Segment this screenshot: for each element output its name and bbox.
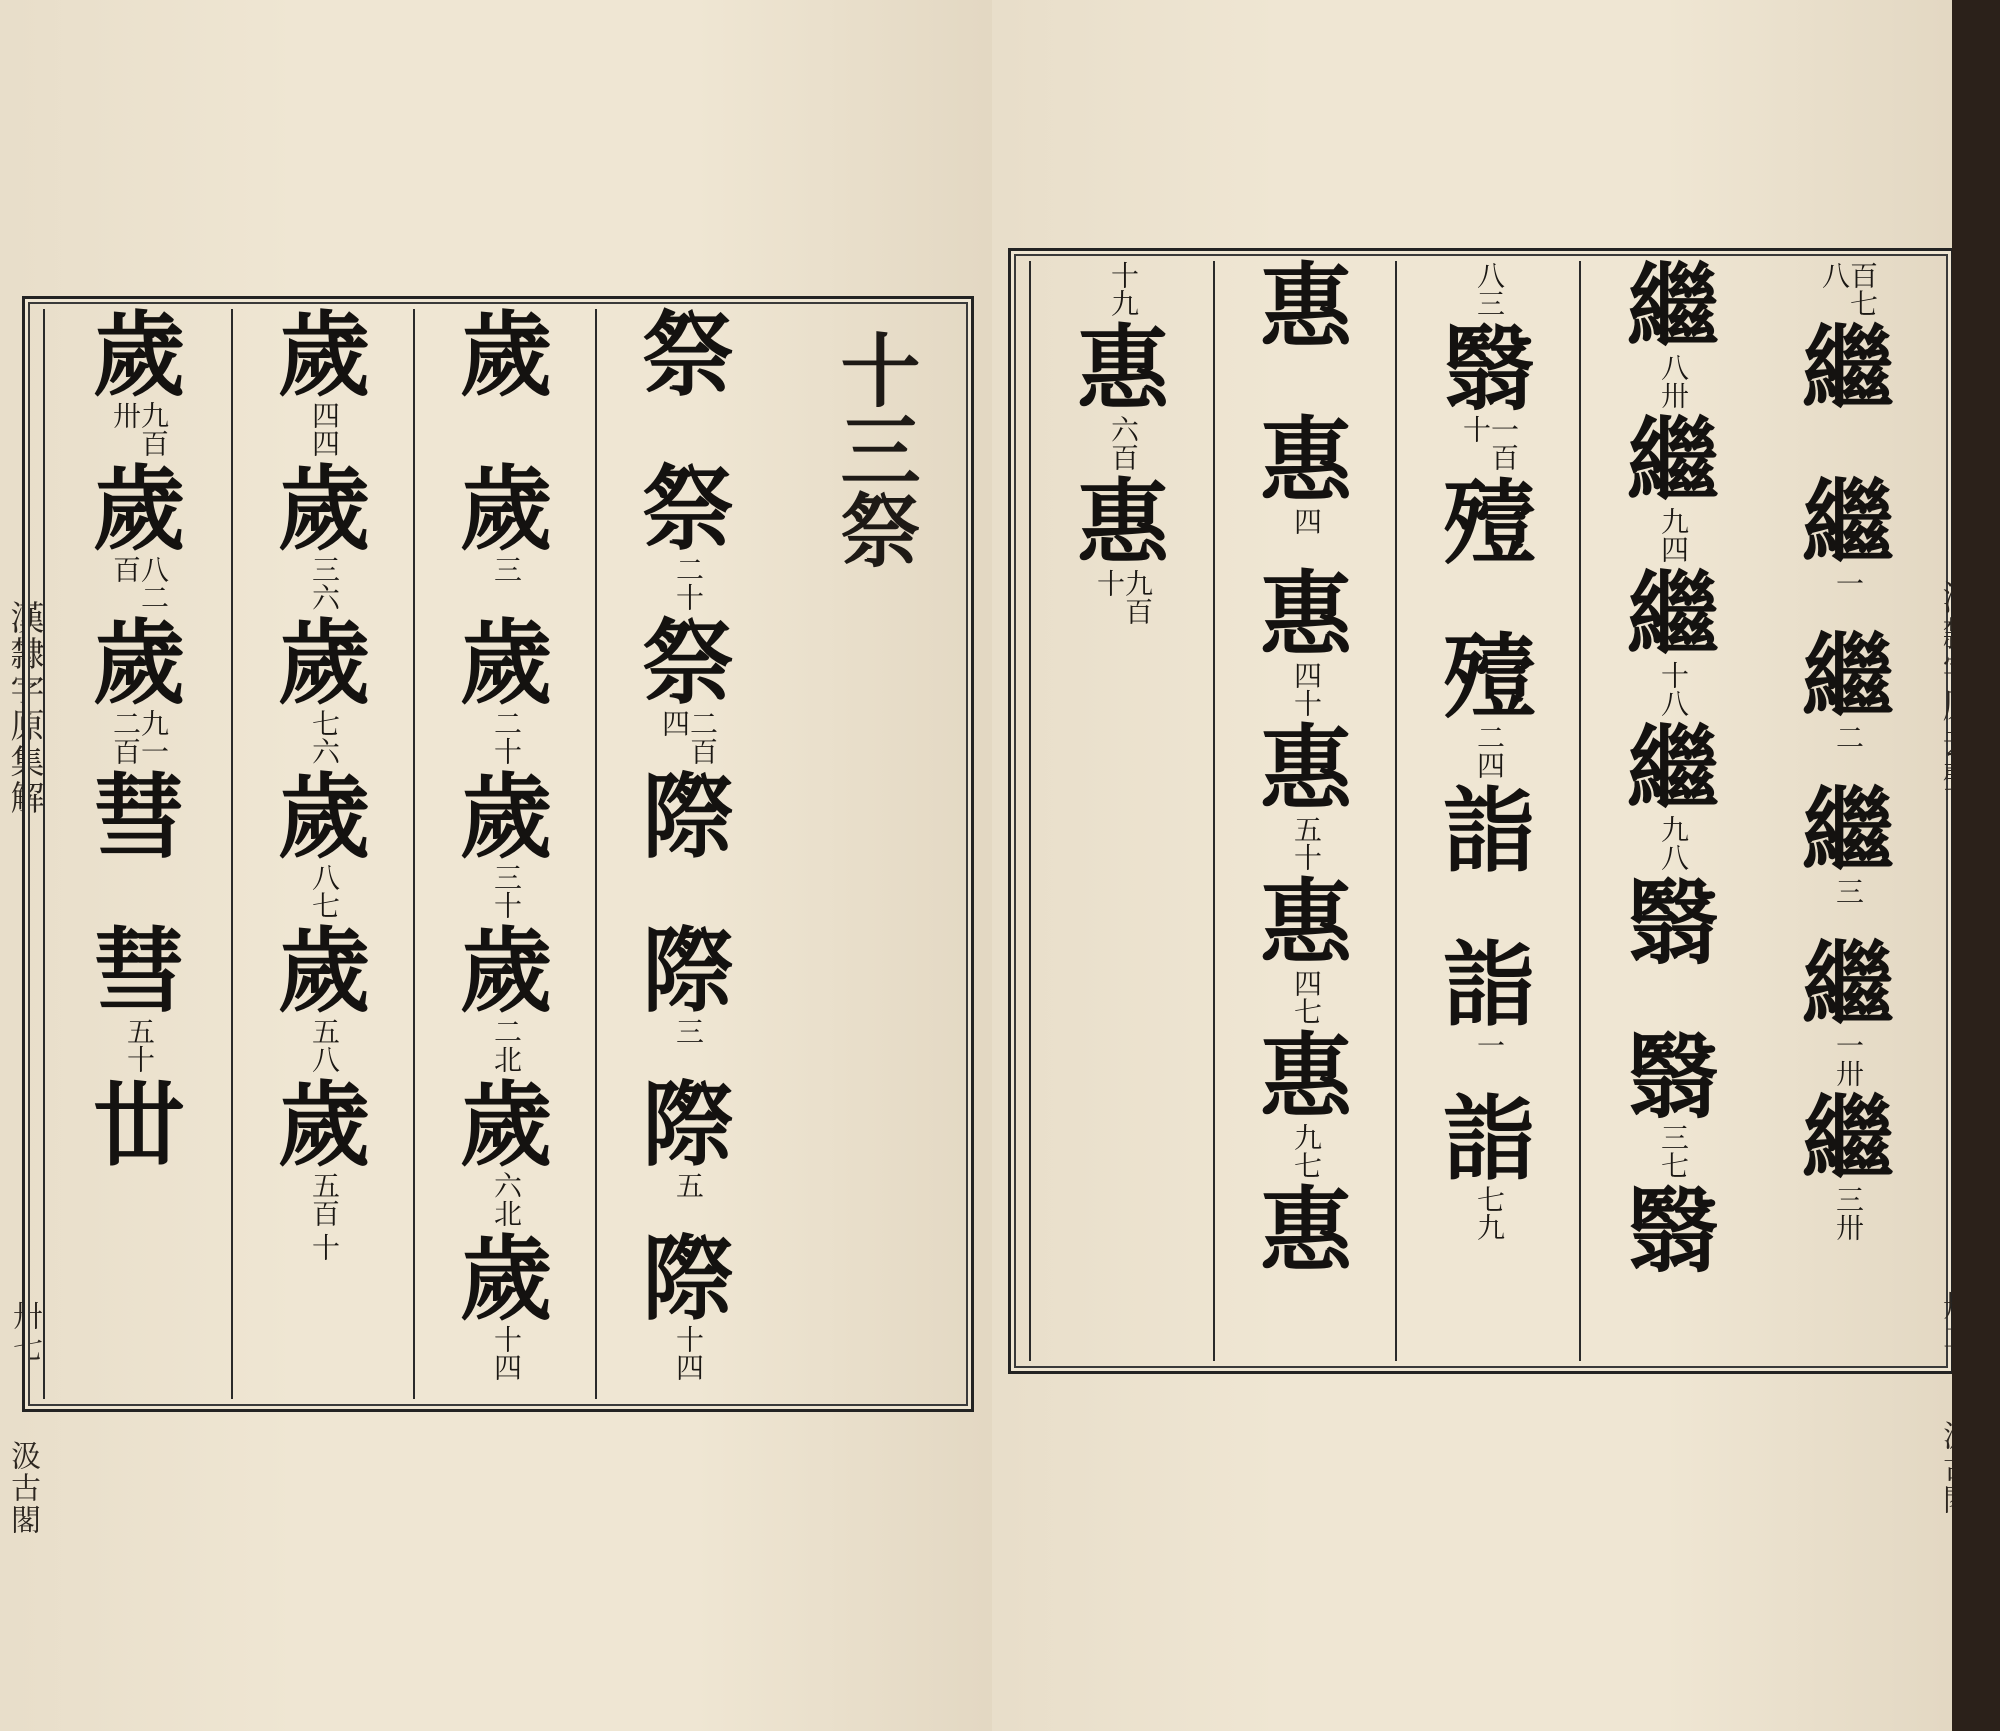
glyph: 歲 (459, 609, 552, 717)
glyph-note: 三七 (1656, 1123, 1690, 1179)
glyph: 惠 (1259, 407, 1352, 515)
glyph-note: 十四 (489, 1325, 523, 1381)
glyph: 歲 (92, 455, 185, 563)
right-col-3 (1395, 261, 1581, 1361)
glyph-entry (1801, 777, 1894, 939)
glyph-note: 十四 (671, 1325, 705, 1381)
glyph-entry (1259, 253, 1352, 415)
glyph-entry (1076, 469, 1169, 631)
glyph-entry (1259, 1023, 1352, 1185)
glyph: 惠 (1259, 1177, 1352, 1285)
glyph-note: 百七八 (1818, 261, 1879, 317)
glyph: 祭 (641, 301, 734, 409)
glyph: 惠 (1259, 253, 1352, 361)
glyph: 彗 (92, 917, 185, 1025)
glyph-note: 八七 (307, 863, 341, 919)
glyph: 繼 (1801, 777, 1894, 885)
glyph-note: 六百 (1106, 415, 1140, 471)
left-margin-publisher: 汲古閣 (5, 1440, 40, 1536)
glyph-note: 十九 (1107, 261, 1140, 317)
glyph-note: 二 (1831, 723, 1865, 751)
glyph-entry (1801, 315, 1894, 477)
glyph-entry (1442, 777, 1535, 939)
glyph-note: 十八 (1656, 661, 1690, 717)
glyph-entry (277, 917, 370, 1079)
glyph-entry (1626, 1177, 1719, 1339)
glyph-entry (459, 763, 552, 925)
glyph-note: 五十 (122, 1017, 156, 1073)
glyph: 繼 (1626, 715, 1719, 823)
glyph-entry (1259, 869, 1352, 1031)
left-page (0, 0, 994, 1731)
glyph-note: 四七 (1289, 969, 1323, 1025)
glyph-note: 七六 (307, 709, 341, 765)
left-margin-title: 漢隸字原集解 (4, 600, 44, 816)
glyph: 歲 (92, 609, 185, 717)
glyph-entry (459, 1225, 552, 1387)
glyph: 繼 (1626, 561, 1719, 669)
glyph-note: 九百卅 (108, 401, 170, 457)
glyph-entry (1259, 561, 1352, 723)
glyph-entry (1259, 1177, 1352, 1339)
glyph: 繼 (1801, 931, 1894, 1039)
glyph: 歲 (277, 609, 370, 717)
glyph-entry (1801, 623, 1894, 785)
glyph-entry (1473, 261, 1506, 323)
glyph-note: 五十 (1289, 815, 1323, 871)
glyph: 歲 (277, 917, 370, 1025)
glyph-note: 一 (1472, 1031, 1506, 1059)
glyph: 詣 (1442, 931, 1535, 1039)
glyph: 祭 (641, 609, 734, 717)
glyph-note: 三六 (307, 555, 341, 611)
glyph-entry (1626, 561, 1719, 723)
glyph: 殪 (1442, 469, 1535, 577)
right-col-4 (1213, 253, 1397, 1361)
glyph-note: 九一二百 (108, 709, 170, 765)
right-text-frame (1008, 248, 1954, 1374)
glyph: 祭 (641, 455, 734, 563)
glyph: 歲 (459, 917, 552, 1025)
glyph-entry (641, 1071, 734, 1233)
glyph-entry (277, 609, 370, 771)
glyph: 繼 (1626, 407, 1719, 515)
glyph-note: 五 (671, 1171, 705, 1199)
glyph-entry (277, 1071, 370, 1233)
glyph: 翳 (1626, 1023, 1719, 1131)
glyph-entry (92, 763, 185, 925)
glyph-note: 二北 (489, 1017, 523, 1073)
glyph: 歲 (459, 301, 552, 409)
glyph-note: 九八 (1656, 815, 1690, 871)
glyph-entry (1076, 315, 1169, 477)
glyph: 歲 (277, 1071, 370, 1179)
glyph-entry (1626, 407, 1719, 569)
glyph-note: 二十 (671, 555, 705, 611)
glyph-entry (277, 455, 370, 617)
glyph-entry (1626, 253, 1719, 415)
glyph: 繼 (1801, 1085, 1894, 1193)
glyph-entry (92, 609, 185, 771)
glyph: 歲 (459, 1071, 552, 1179)
glyph-note: 三卅 (1831, 1185, 1865, 1241)
glyph: 惠 (1076, 315, 1169, 423)
glyph-note: 二百四 (657, 709, 719, 765)
right-col-2 (1579, 253, 1765, 1361)
glyph-note: 十 (308, 1233, 341, 1261)
right-page (992, 0, 1952, 1731)
glyph: 詣 (1442, 777, 1535, 885)
glyph: 際 (641, 763, 734, 871)
glyph-note: 三 (671, 1017, 705, 1045)
glyph-entry (92, 1071, 185, 1233)
glyph-note: 九四 (1656, 507, 1690, 563)
glyph-entry (1801, 931, 1894, 1093)
glyph-entry (641, 455, 734, 617)
glyph-note: 三十 (489, 863, 523, 919)
glyph-entry (641, 763, 734, 925)
glyph: 彗 (92, 763, 185, 871)
glyph-entry (1442, 315, 1535, 477)
glyph: 繼 (1801, 315, 1894, 423)
glyph-entry (277, 763, 370, 925)
glyph-entry (1442, 469, 1535, 631)
glyph: 詣 (1442, 1085, 1535, 1193)
glyph: 繼 (1626, 253, 1719, 361)
left-col-1 (777, 309, 971, 1399)
glyph-note: 九七 (1289, 1123, 1323, 1179)
glyph-entry (641, 1225, 734, 1387)
glyph-entry (92, 301, 185, 463)
glyph: 際 (641, 917, 734, 1025)
glyph-note: 一百十 (1458, 415, 1520, 471)
glyph: 繼 (1801, 469, 1894, 577)
left-margin-page-number: 卅七 (7, 1300, 42, 1364)
glyph: 殪 (1442, 623, 1535, 731)
glyph-note: 八二百 (108, 555, 170, 611)
glyph-entry (1442, 1085, 1535, 1247)
glyph-entry (308, 1233, 341, 1295)
glyph-entry (1442, 623, 1535, 785)
glyph-entry (1626, 869, 1719, 1031)
glyph: 歲 (277, 301, 370, 409)
right-col-5 (1029, 261, 1215, 1361)
glyph-note: 四十 (1289, 661, 1323, 717)
glyph-note: 七九 (1472, 1185, 1506, 1241)
glyph-entry (1801, 469, 1894, 631)
glyph-entry (1259, 715, 1352, 877)
glyph-entry (641, 301, 734, 463)
glyph-note: 三 (1831, 877, 1865, 905)
glyph: 惠 (1259, 561, 1352, 669)
glyph: 惠 (1259, 1023, 1352, 1131)
glyph: 翳 (1626, 1177, 1719, 1285)
glyph: 惠 (1259, 715, 1352, 823)
glyph-entry (1107, 261, 1140, 323)
glyph-entry (641, 609, 734, 771)
section-heading: 十三祭 (827, 329, 921, 569)
glyph: 歲 (459, 763, 552, 871)
glyph: 歲 (92, 301, 185, 409)
glyph-entry (459, 455, 552, 617)
glyph-note: 九百十 (1092, 569, 1154, 625)
glyph-note: 五八 (307, 1017, 341, 1073)
glyph-note: 三 (489, 555, 523, 583)
glyph-note: 一卅 (1831, 1031, 1865, 1087)
glyph-note: 一 (1831, 569, 1865, 597)
glyph-entry (459, 301, 552, 463)
glyph-entry (459, 609, 552, 771)
glyph: 繼 (1801, 623, 1894, 731)
glyph-entry (1626, 715, 1719, 877)
glyph-entry (1801, 1085, 1894, 1247)
glyph: 歲 (459, 1225, 552, 1333)
glyph-note: 四四 (307, 401, 341, 457)
glyph: 丗 (92, 1071, 185, 1179)
glyph: 歲 (277, 455, 370, 563)
left-col-5 (43, 301, 233, 1399)
glyph-note: 二十 (489, 709, 523, 765)
glyph: 際 (641, 1071, 734, 1179)
glyph-note: 二四 (1472, 723, 1506, 779)
glyph-entry (1626, 1023, 1719, 1185)
glyph-note: 八卅 (1656, 353, 1690, 409)
glyph-note: 六北 (489, 1171, 523, 1227)
glyph: 歲 (277, 763, 370, 871)
right-col-1 (1763, 261, 1933, 1361)
glyph: 歲 (459, 455, 552, 563)
glyph-entry (459, 917, 552, 1079)
left-col-3 (413, 301, 597, 1399)
glyph-note: 四 (1289, 507, 1323, 535)
glyph: 惠 (1076, 469, 1169, 577)
left-text-frame (22, 296, 974, 1412)
glyph-entry (641, 917, 734, 1079)
glyph: 翳 (1442, 315, 1535, 423)
glyph-entry (92, 455, 185, 617)
glyph-entry (92, 917, 185, 1079)
glyph-entry (1259, 407, 1352, 569)
glyph-entry (459, 1071, 552, 1233)
glyph-note: 五百 (307, 1171, 341, 1227)
glyph: 翳 (1626, 869, 1719, 977)
glyph-entry (1818, 261, 1879, 323)
glyph-entry (1442, 931, 1535, 1093)
book-edge (1952, 0, 2000, 1731)
glyph-note: 八三 (1473, 261, 1506, 317)
left-col-2 (595, 301, 779, 1399)
glyph: 際 (641, 1225, 734, 1333)
glyph: 惠 (1259, 869, 1352, 977)
left-col-4 (231, 301, 415, 1399)
glyph-entry (277, 301, 370, 463)
